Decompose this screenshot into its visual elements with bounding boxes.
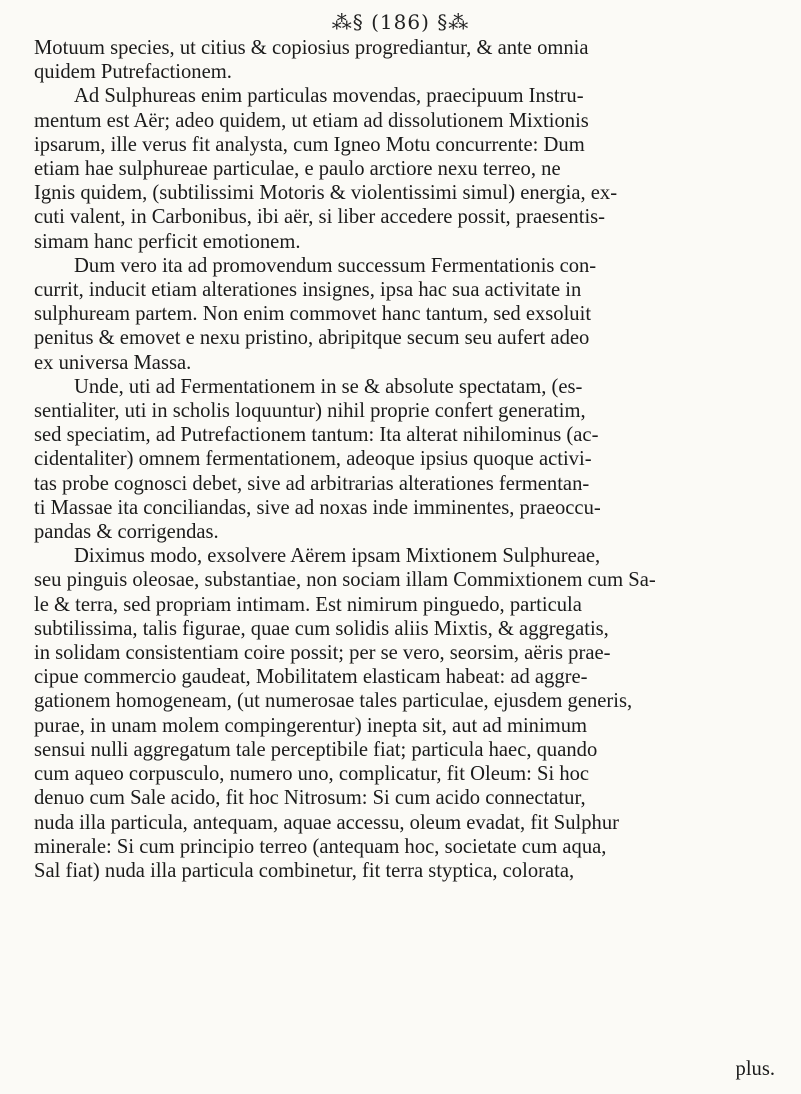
text-line: ti Massae ita conciliandas, sive ad noxas inde imminentes, praeoccu- bbox=[34, 496, 601, 519]
text-line: cum aqueo corpusculo, numero uno, complicatur, fit Oleum: Si hoc bbox=[34, 763, 590, 786]
text-line: subtilissima, talis figurae, quae cum solidis aliis Mixtis, & aggregatis, bbox=[34, 617, 609, 640]
text-line: Sal fiat) nuda illa particula combinetur, fit terra styptica, colorata, bbox=[34, 859, 575, 882]
text-line: quidem Putrefactionem. bbox=[34, 61, 232, 84]
text-line: tas probe cognosci debet, sive ad arbitrarias alterationes fermentan- bbox=[34, 472, 590, 495]
text-line: sentialiter, uti in scholis loquuntur) nihil proprie confert generatim, bbox=[34, 400, 586, 423]
text-line: sensui nulli aggregatum tale perceptibile fiat; particula haec, quando bbox=[34, 738, 598, 761]
text-line: Motuum species, ut citius & copiosius progrediantur, & ante omnia bbox=[34, 37, 589, 59]
text-line: Unde, uti ad Fermentationem in se & absolute spectatam, (es- bbox=[74, 375, 583, 398]
text-line: minerale: Si cum principio terreo (antequam hoc, societate cum aqua, bbox=[34, 835, 607, 858]
text-line: sed speciatim, ad Putrefactionem tantum: Ita alterat nihilominus (ac- bbox=[34, 424, 599, 447]
text-line: etiam hae sulphureae particulae, e paulo arctiore nexu terreo, ne bbox=[34, 158, 561, 181]
text-line: Ignis quidem, (subtilissimi Motoris & violentissimi simul) energia, ex- bbox=[34, 182, 618, 205]
text-line: simam hanc perficit emotionem. bbox=[34, 230, 301, 253]
text-line: nuda illa particula, antequam, aquae accessu, oleum evadat, fit Sulphur bbox=[34, 811, 619, 834]
text-line: pandas & corrigendas. bbox=[34, 521, 219, 544]
text-line: Ad Sulphureas enim particulas movendas, praecipuum Instru- bbox=[74, 85, 584, 108]
catchword: plus. bbox=[735, 1058, 775, 1080]
text-line: in solidam consistentiam coire possit; per se vero, seorsim, aëris prae- bbox=[34, 642, 611, 665]
text-line: currit, inducit etiam alterationes insignes, ipsa hac sua activitate in bbox=[34, 279, 582, 302]
text-line: Diximus modo, exsolvere Aërem ipsam Mixtionem Sulphureae, bbox=[74, 545, 601, 568]
text-line: seu pinguis oleosae, substantiae, non sociam illam Commixtionem cum Sa- bbox=[34, 569, 656, 592]
text-line: mentum est Aër; adeo quidem, ut etiam ad dissolutionem Mixtionis bbox=[34, 109, 589, 132]
text-line: purae, in unam molem compingerentur) inepta sit, aut ad minimum bbox=[34, 714, 588, 737]
text-line: cidentaliter) omnem fermentationem, adeoque ipsius quoque activi- bbox=[34, 448, 592, 471]
text-line: ex universa Massa. bbox=[34, 351, 192, 374]
body-text bbox=[34, 36, 782, 883]
header-ornament-left: ⁂§ bbox=[331, 10, 364, 34]
text-line: sulphuream partem. Non enim commovet hanc tantum, sed exsoluit bbox=[34, 303, 592, 326]
page-number: (186) bbox=[371, 10, 430, 34]
text-line: cuti valent, in Carbonibus, ibi aër, si liber accedere possit, praesentis- bbox=[34, 206, 606, 229]
page-header bbox=[0, 10, 801, 34]
header-ornament-right: §⁂ bbox=[437, 10, 470, 34]
text-line: Dum vero ita ad promovendum successum Fermentationis con- bbox=[74, 254, 597, 277]
text-line: le & terra, sed propriam intimam. Est nimirum pinguedo, particula bbox=[34, 593, 582, 616]
text-line: ipsarum, ille verus fit analysta, cum Igneo Motu concurrente: Dum bbox=[34, 133, 585, 156]
text-line: denuo cum Sale acido, fit hoc Nitrosum: Si cum acido connectatur, bbox=[34, 787, 586, 810]
text-line: cipue commercio gaudeat, Mobilitatem elasticam habeat: ad aggre- bbox=[34, 666, 588, 689]
text-line: penitus & emovet e nexu pristino, abripitque secum seu aufert adeo bbox=[34, 327, 590, 350]
text-line: gationem homogeneam, (ut numerosae tales particulae, ejusdem generis, bbox=[34, 690, 633, 713]
